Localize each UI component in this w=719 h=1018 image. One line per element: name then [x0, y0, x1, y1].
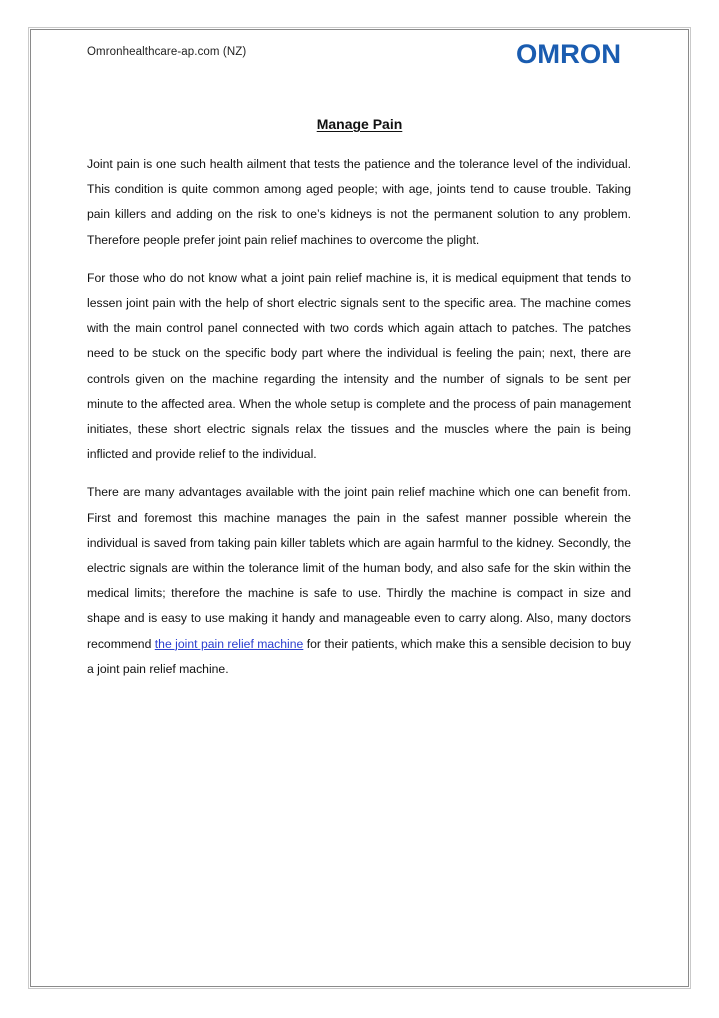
paragraph-3-text-before: There are many advantages available with the joint pain relief machine which one can benefit from. First and foremost this machine manages the pain in the safest manner possible wherein the individual is saved from taking pain killer tablets which are again harmful to the kidney. Secondly, the electric signals are within the tolerance limit of the human body, and also safe for the skin within the medical limits; therefore the machine is safe to use. Thirdly the machine is compact in size and shape and is easy to use making it handy and manageable even to carry along. Also, many doctors recommend: [87, 485, 631, 651]
paragraph-1: Joint pain is one such health ailment that tests the patience and the tolerance level of the individual. This condition is quite common among aged people; with age, joints tend to cause trouble. Taking pain killers and adding on the risk to one’s kidneys is not the permanent solution to any problem. Therefore people prefer joint pain relief machines to overcome the plight.: [87, 157, 631, 247]
site-label: Omronhealthcare-ap.com (NZ): [87, 46, 247, 58]
document-title: Manage Pain: [316, 116, 403, 132]
paragraph-3-text-after: for their patients, which make this a sensible decision to buy a joint pain relief machine.: [87, 636, 632, 676]
paragraph-3: [87, 480, 631, 682]
omron-logo: [515, 39, 622, 69]
document-body: [87, 152, 631, 695]
omron-logo-text: OMRON: [516, 39, 621, 69]
joint-pain-relief-machine-link[interactable]: the joint pain relief machine: [154, 636, 304, 651]
paragraph-2: For those who do not know what a joint pain relief machine is, it is medical equipment that tends to lessen joint pain with the help of short electric signals sent to the specific area. The machine comes with the main control panel connected with two cords which again attach to patches. The patches need to be stuck on the specific body part where the individual is feeling the pain; next, there are controls given on the machine regarding the intensity and the number of signals to be sent per minute to the affected area. When the whole setup is complete and the process of pain management initiates, these short electric signals relax the tissues and the muscles where the pain is being inflicted and provide relief to the individual.: [87, 270, 631, 462]
